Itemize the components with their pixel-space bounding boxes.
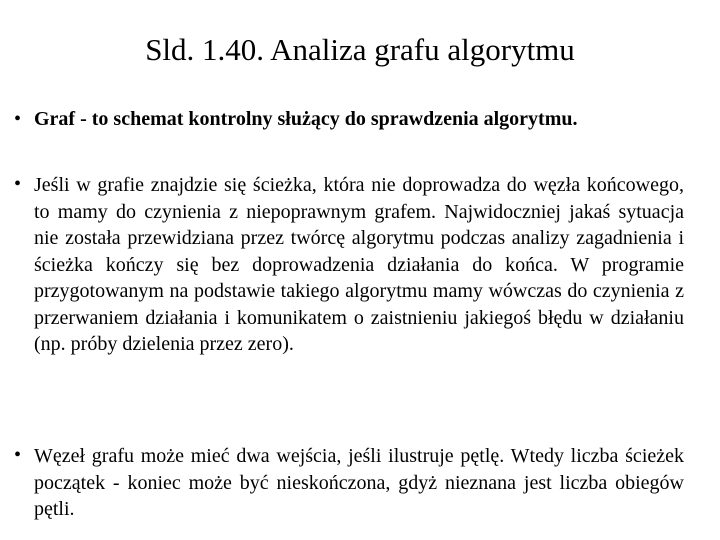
bullet-marker: • — [14, 108, 22, 130]
bullet-marker: • — [14, 444, 22, 466]
bullet-text-3: Węzeł grafu może mieć dwa wejścia, jeśli ilustruje pętlę. Wtedy liczba ścieżek początek - koniec może być nieskończona, gdyż nieznana jest liczba obiegów pętli. — [34, 445, 684, 520]
bullet-marker: • — [14, 173, 22, 195]
bullet-text-2: Jeśli w grafie znajdzie się ścieżka, która nie doprowadza do węzła końcowego, to mamy do czynienia z niepoprawnym grafem. Najwidoczniej jakaś sytuacja nie została przewidziana przez twórcę algorytmu podczas analizy zagadnienia i ścieżka kończy się bez doprowadzenia działania do końca. W programie przygotowanym na podstawie takiego algorytmu mamy wówczas do czynienia z przerwaniem działania i komunikatem o zaistnieniu jakiegoś błędu w działaniu (np. próby dzielenia przez zero). — [34, 174, 684, 355]
bullet-text-1: Graf - to schemat kontrolny służący do sprawdzenia algorytmu. — [34, 108, 578, 130]
slide-title: Sld. 1.40. Analiza grafu algorytmu — [145, 32, 575, 67]
